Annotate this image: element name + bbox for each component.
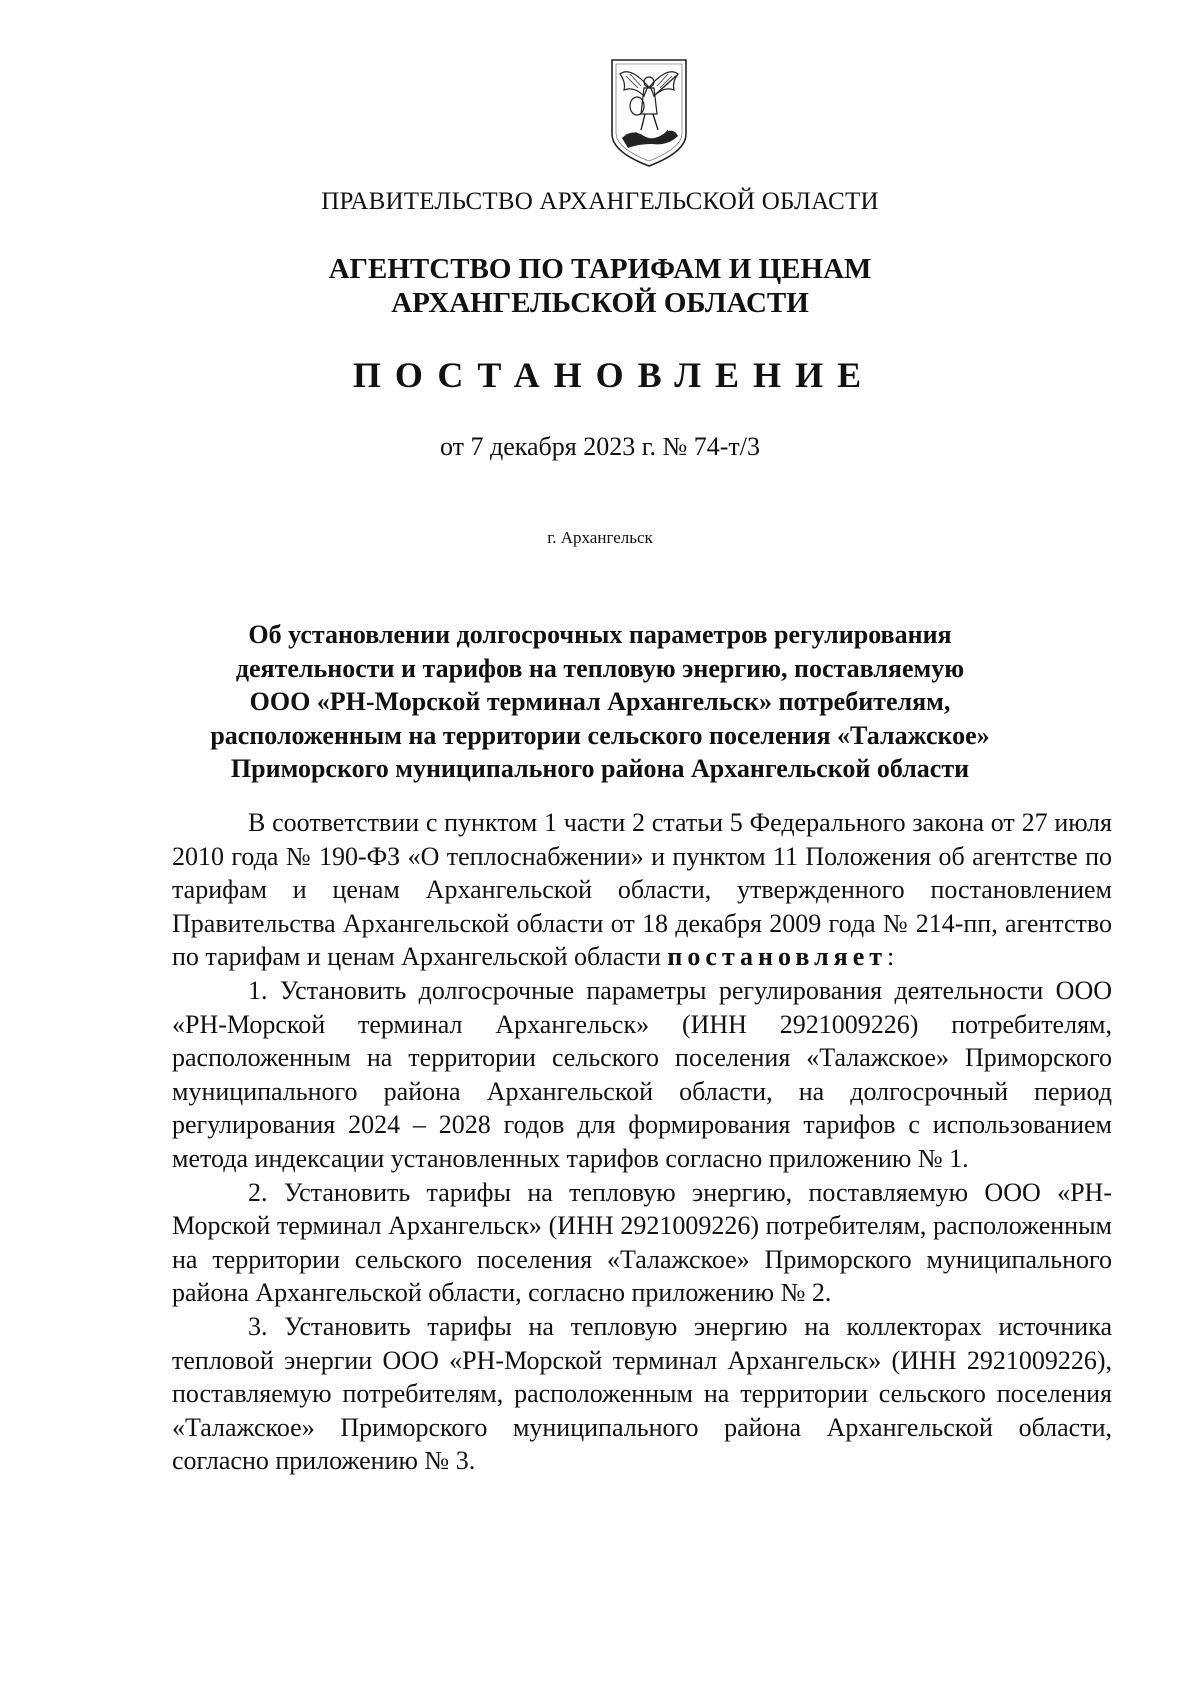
agency-name bbox=[0, 252, 1200, 320]
item-paragraph-1: 1. Установить долгосрочные параметры регулирования деятельности ООО «РН-Морской терминал Архангельск» (ИНН 2921009226) потребителям, расположенным на территории сельского поселения «Талажское» Приморского муниципального района Архангельской области, на долгосрочный период регулирования 2024 – 2028 годов для формирования тарифов с использованием метода индексации установленных тарифов согласно приложению № 1. bbox=[172, 975, 1112, 1173]
document-type: ПОСТАНОВЛЕНИЕ bbox=[352, 355, 876, 395]
resolves-colon: : bbox=[887, 942, 895, 972]
subject-line: деятельности и тарифов на тепловую энергию, поставляемую bbox=[235, 653, 965, 683]
subject-line: Об установлении долгосрочных параметров регулирования bbox=[248, 620, 952, 649]
preamble-paragraph bbox=[172, 806, 1112, 974]
agency-name-line1: АГЕНТСТВО ПО ТАРИФАМ И ЦЕНАМ bbox=[328, 253, 872, 285]
subject-line: Приморского муниципального района Архангельской области bbox=[230, 754, 970, 784]
item-paragraph-2: 2. Установить тарифы на тепловую энергию, поставляемую ООО «РН-Морской терминал Архангельск» (ИНН 2921009226) потребителям, расположенным на территории сельского поселения «Талажское» Приморского муниципального района Архангельской области, согласно приложению № 2. bbox=[172, 1177, 1112, 1308]
item-paragraph-3: 3. Установить тарифы на тепловую энергию на коллекторах источника тепловой энергии ООО «РН-Морской терминал Архангельск» (ИНН 2921009226), поставляемую потребителям, расположенным на территории сельского поселения «Талажское» Приморского муниципального района Архангельской области, согласно приложению № 3. bbox=[172, 1311, 1112, 1476]
preamble-text: В соответствии с пунктом 1 части 2 статьи 5 Федерального закона от 27 июля 2010 года № 190-ФЗ «О теплоснабжении» и пунктом 11 Положения об агентстве по тарифам и ценам Архангельской области, утвержденного постановлением Правительства Архангельской области от 18 декабря 2009 года № 214-пп, агентство по тарифам и ценам Архангельской области bbox=[172, 808, 1112, 972]
subject-line: ООО «РН-Морской терминал Архангельск» потребителям, bbox=[249, 687, 951, 717]
city: г. Архангельск bbox=[547, 528, 653, 547]
coat-of-arms-icon bbox=[608, 56, 690, 168]
document-subject bbox=[0, 618, 1200, 786]
subject-line: расположенным на территории сельского поселения «Талажское» bbox=[210, 720, 990, 750]
government-name: ПРАВИТЕЛЬСТВО АРХАНГЕЛЬСКОЙ ОБЛАСТИ bbox=[321, 188, 879, 215]
date-and-number: от 7 декабря 2023 г. № 74-т/3 bbox=[439, 432, 761, 461]
resolves-word: постановляет bbox=[667, 942, 888, 972]
agency-name-line2: АРХАНГЕЛЬСКОЙ ОБЛАСТИ bbox=[391, 287, 809, 319]
document-body bbox=[172, 806, 1112, 1478]
